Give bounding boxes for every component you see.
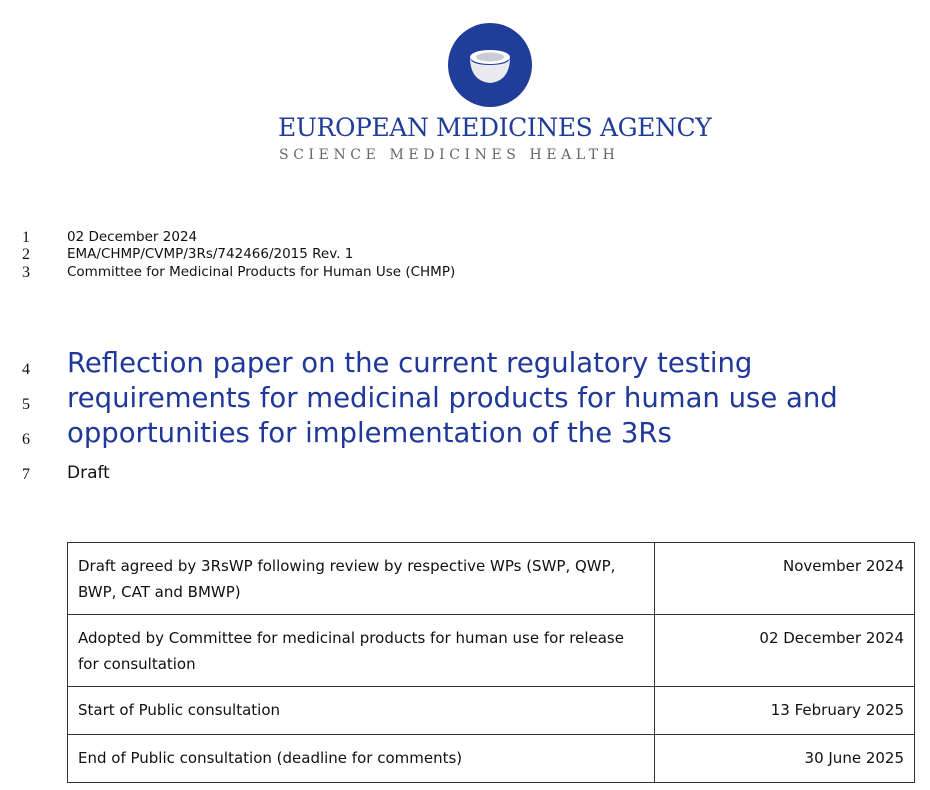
document-date: 02 December 2024 bbox=[67, 229, 198, 245]
table-row bbox=[68, 735, 915, 783]
line-number: 1 bbox=[22, 229, 30, 246]
agency-name: EUROPEAN MEDICINES AGENCY bbox=[278, 113, 712, 142]
line-number: 2 bbox=[22, 246, 30, 263]
document-title-line: Reflection paper on the current regulatory testing bbox=[67, 347, 753, 379]
step-date: 02 December 2024 bbox=[655, 615, 915, 687]
document-status: Draft bbox=[67, 463, 110, 483]
line-number: 6 bbox=[22, 431, 30, 448]
step-date: 13 February 2025 bbox=[655, 687, 915, 735]
document-title-line: opportunities for implementation of the 3Rs bbox=[67, 417, 672, 449]
step-description: Start of Public consultation bbox=[68, 687, 655, 735]
line-number: 4 bbox=[22, 361, 30, 378]
step-date: November 2024 bbox=[655, 543, 915, 615]
step-description: Draft agreed by 3RsWP following review by respective WPs (SWP, QWP, BWP, CAT and BMWP) bbox=[68, 543, 655, 615]
line-number: 3 bbox=[22, 264, 30, 281]
document-title-line: requirements for medicinal products for human use and bbox=[67, 382, 838, 414]
step-date: 30 June 2025 bbox=[655, 735, 915, 783]
agency-tagline: SCIENCE MEDICINES HEALTH bbox=[279, 147, 620, 163]
line-number: 7 bbox=[22, 466, 30, 483]
line-number: 5 bbox=[22, 396, 30, 413]
table-row bbox=[68, 687, 915, 735]
document-reference: EMA/CHMP/CVMP/3Rs/742466/2015 Rev. 1 bbox=[67, 246, 354, 262]
step-description: End of Public consultation (deadline for comments) bbox=[68, 735, 655, 783]
consultation-timeline-table bbox=[67, 542, 915, 783]
ema-logo-icon bbox=[448, 23, 532, 107]
document-committee: Committee for Medicinal Products for Human Use (CHMP) bbox=[67, 264, 456, 280]
table-row bbox=[68, 615, 915, 687]
table-row bbox=[68, 543, 915, 615]
step-description: Adopted by Committee for medicinal products for human use for release for consultation bbox=[68, 615, 655, 687]
